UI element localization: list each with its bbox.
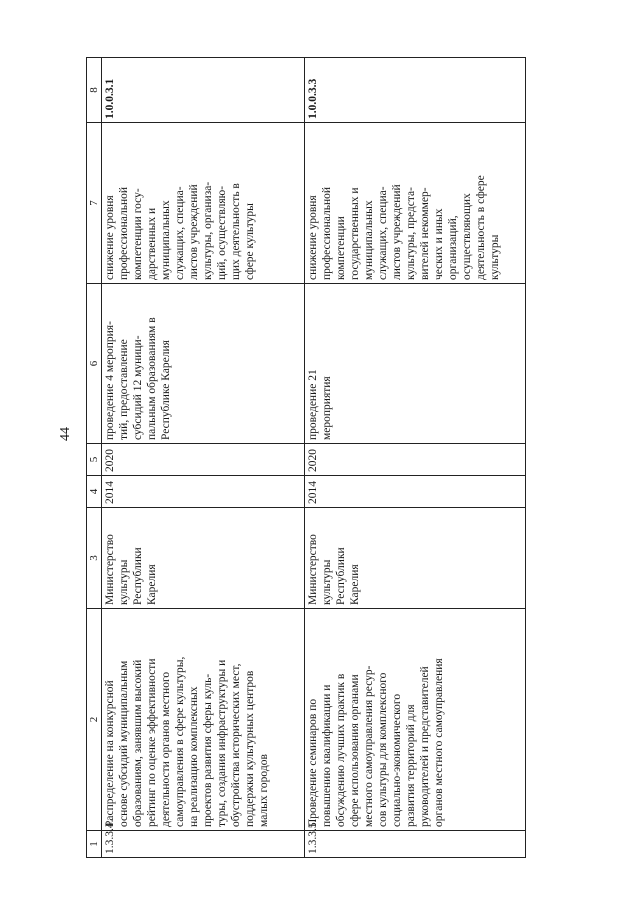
header-cell: 7 <box>87 123 102 284</box>
indicator-link: 1.0.0.3.3 <box>305 58 526 123</box>
indicator-link: 1.0.0.3.1 <box>102 58 305 123</box>
row-number: 1.3.3.5. <box>305 831 526 858</box>
row-number: 1.3.3.4. <box>102 831 305 858</box>
start-year: 2014 <box>305 476 526 508</box>
header-cell: 3 <box>87 508 102 609</box>
executor: Министерство культуры Республики Карелия <box>102 508 305 609</box>
end-year: 2020 <box>305 444 526 476</box>
event-description: Проведение семинаров по повышению квалификации и обсуждению лучших практик в сфере использования органами местного самоуправления ресур- сов культуры для комплексного социально-экономического развития территорий для руководителей и представителей органов местного самоуправления <box>305 609 526 831</box>
header-row <box>87 58 102 858</box>
expected-result: проведение 21 мероприятия <box>305 284 526 444</box>
table-row <box>102 58 305 858</box>
start-year: 2014 <box>102 476 305 508</box>
event-description: Распределение на конкурсной основе субсидий муниципальным образованиям, занявшим высокий рейтинг по оценке эффективности деятельности органов местного самоуправления в сфере культуры, на реализацию комплексных проектов развития сферы куль- туры, создания инфраструктуры и обустройства исторических мест, поддержки культурных центров малых городов <box>102 609 305 831</box>
table-row <box>305 58 526 858</box>
non-implementation-consequence: снижение уровня профессиональной компетенции госу- дарственных и муниципальных служащих, специа- листов учреждений культуры, организа- ций, осуществляю- щих деятельность в сфере культуры <box>102 123 305 284</box>
measures-table <box>86 57 526 858</box>
expected-result: проведение 4 мероприя- тий, предоставление субсидий 12 муници- пальным образованиям в Республике Карелия <box>102 284 305 444</box>
page-number: 44 <box>58 427 73 441</box>
header-cell: 8 <box>87 58 102 123</box>
header-cell: 5 <box>87 444 102 476</box>
executor: Министерство культуры Республики Карелия <box>305 508 526 609</box>
header-cell: 1 <box>87 831 102 858</box>
header-cell: 6 <box>87 284 102 444</box>
header-cell: 2 <box>87 609 102 831</box>
end-year: 2020 <box>102 444 305 476</box>
header-cell: 4 <box>87 476 102 508</box>
non-implementation-consequence: снижение уровня профессиональной компетенции государственных и муниципальных служащих, специа- листов учреждений культуры, предста- вителей некоммер- ческих и иных организаций, осуществляющих деятельность в сфере культуры <box>305 123 526 284</box>
rotated-table-wrapper <box>86 58 542 858</box>
